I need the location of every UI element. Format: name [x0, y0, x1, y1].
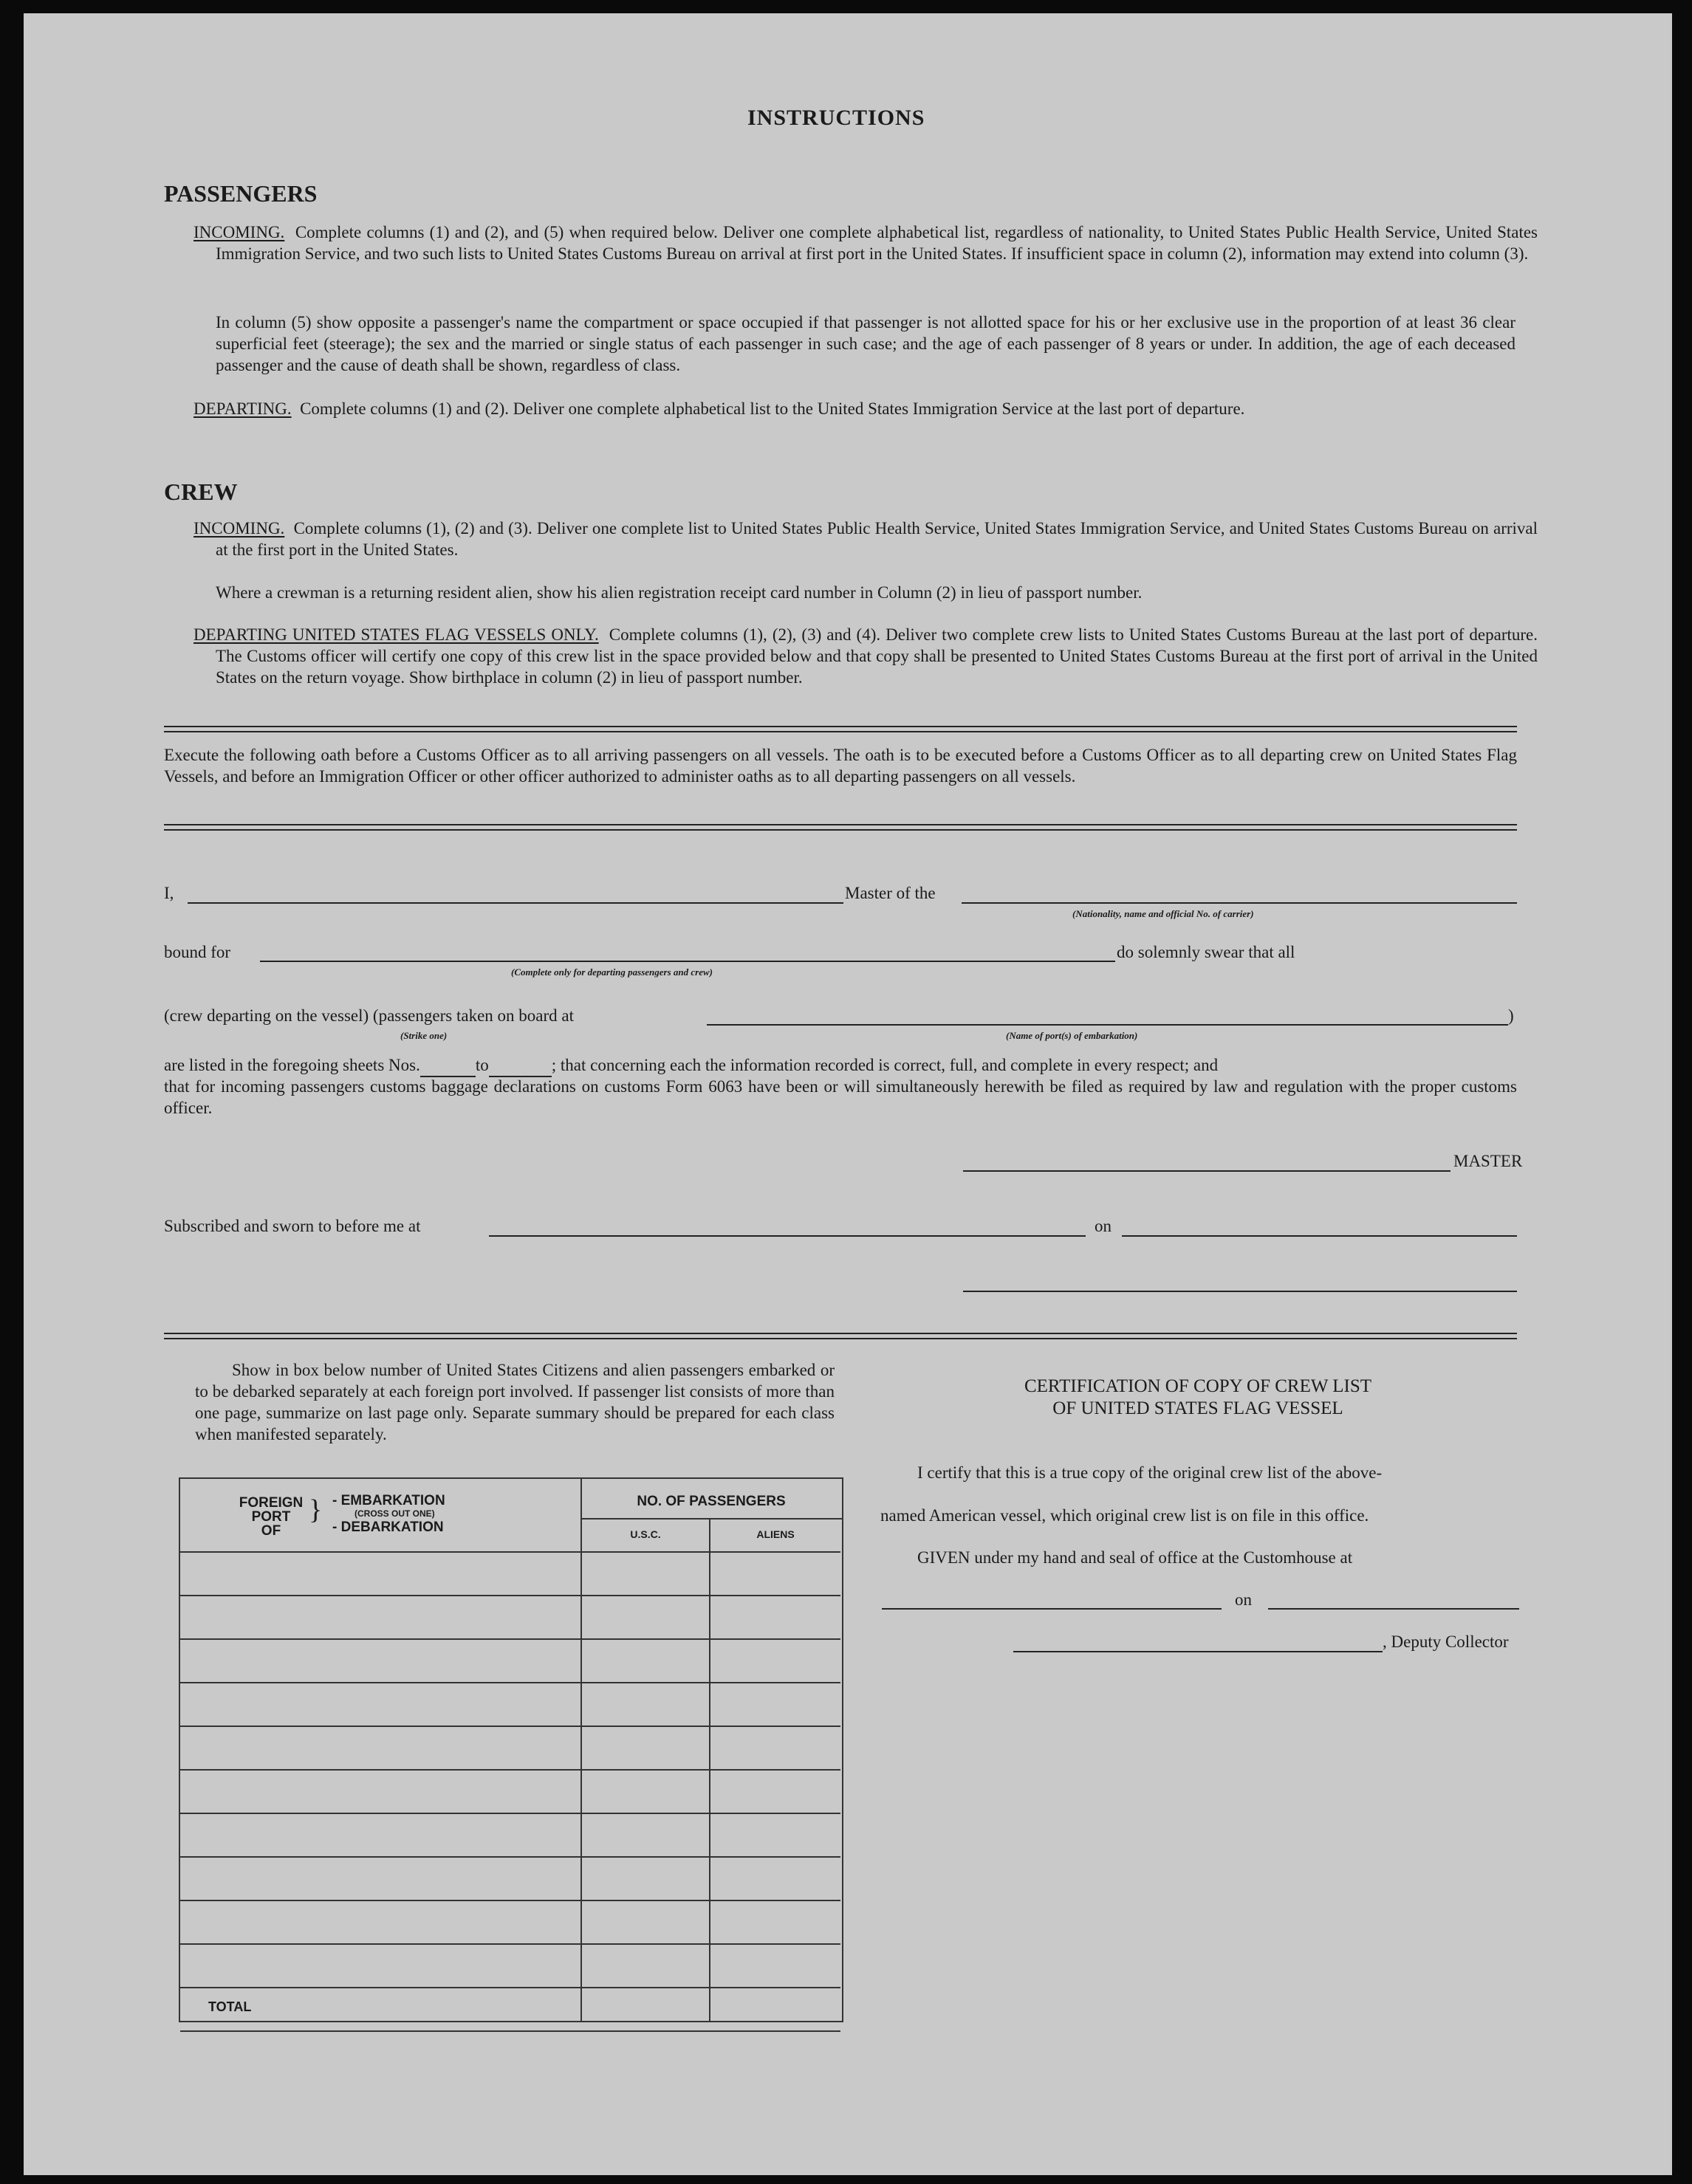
listed-a: are listed in the foregoing sheets Nos. — [164, 1056, 420, 1074]
passengers-incoming-text: Complete columns (1) and (2), and (5) when required below. Deliver one complete alphabetical list, regardless of nationality, to United States Public Health Service, United States Immigration Service, and two such lists to United States Customs Bureau on arrival at first port in the United States. If insufficient space in column (2), information may extend into column (3). — [216, 223, 1538, 263]
debarkation-label: - DEBARKATION — [332, 1519, 444, 1535]
table-row[interactable] — [180, 1638, 840, 1640]
passengers-departing-paragraph — [193, 398, 1538, 419]
oath-instruction: Execute the following oath before a Customs Officer as to all arriving passengers on all vessels. The oath is to be executed before a Customs Officer as to all departing crew on United States Flag Vessels, and before an Immigration Officer or other officer authorized to administer oaths as to all departing passengers on all vessels. — [164, 746, 1517, 786]
table-row[interactable] — [180, 1943, 840, 1945]
passengers-departing-label: DEPARTING. — [193, 399, 292, 418]
strike-caption: (Strike one) — [400, 1030, 448, 1041]
sworn-on-label: on — [1095, 1217, 1112, 1235]
divider-double — [164, 1333, 1517, 1339]
oath-i-label: I, — [164, 884, 174, 902]
brace-icon: } — [309, 1494, 323, 1525]
swear-label: do solemnly swear that all — [1117, 943, 1295, 961]
bound-for-field[interactable] — [260, 961, 1115, 962]
crew-incoming-label: INCOMING. — [193, 519, 285, 538]
master-of-label: Master of the — [845, 884, 936, 902]
crew-resident-paragraph: Where a crewman is a returning resident alien, show his alien registration receipt card number in Column (2) in lieu of passport number. — [216, 583, 1143, 602]
col-port-label: PORT — [251, 1509, 291, 1525]
sheet-from-field[interactable] — [420, 1054, 476, 1077]
table-row[interactable] — [180, 2030, 840, 2032]
passengers-incoming-paragraph — [193, 222, 1538, 264]
deputy-signature-field[interactable] — [1013, 1651, 1383, 1652]
subscribed-label: Subscribed and sworn to before me at — [164, 1217, 421, 1235]
listed-b: ; that concerning each the information recorded is correct, full, and complete in every respect; and — [551, 1056, 1219, 1074]
certification-title-1: CERTIFICATION OF COPY OF CREW LIST — [1024, 1376, 1372, 1396]
certification-title-2: OF UNITED STATES FLAG VESSEL — [1052, 1398, 1343, 1418]
cert-date-field[interactable] — [1268, 1608, 1519, 1610]
listed-line — [164, 1054, 1517, 1077]
divider-double — [164, 824, 1517, 831]
listed-rest: that for incoming passengers customs baggage declarations on customs Form 6063 have been or will simultaneously herewith be filed as required by law and regulation with the proper customs officer. — [164, 1077, 1517, 1117]
sheet-to-field[interactable] — [489, 1054, 552, 1077]
bound-caption: (Complete only for departing passengers and crew) — [511, 966, 713, 978]
crew-departing-oath: (crew departing on the vessel) (passengers taken on board at — [164, 1006, 574, 1025]
table-row[interactable] — [180, 1769, 840, 1771]
cert-on-label: on — [1235, 1590, 1252, 1609]
table-row[interactable] — [180, 1987, 840, 1988]
table-row[interactable] — [180, 1682, 840, 1683]
master-name-field[interactable] — [188, 902, 843, 904]
col-foreign-port — [238, 1496, 304, 1538]
table-row[interactable] — [180, 1856, 840, 1858]
aliens-header: ALIENS — [756, 1528, 795, 1540]
deputy-collector-label: , Deputy Collector — [1383, 1632, 1509, 1651]
port-caption: (Name of port(s) of embarkation) — [1006, 1030, 1138, 1041]
summary-instructions: Show in box below number of United States Citizens and alien passengers embarked or to be debarked separately at each foreign port involved. If passenger list consists of more than one page, summarize on last page only. Separate summary should be prepared for each class when manifested separately. — [195, 1361, 835, 1443]
embarkation-label: - EMBARKATION — [332, 1493, 445, 1508]
table-row[interactable] — [180, 1813, 840, 1814]
usc-header: U.S.C. — [630, 1528, 661, 1540]
sworn-date-field[interactable] — [1122, 1235, 1517, 1237]
table-divider — [580, 1477, 582, 2021]
cert-line-3: GIVEN under my hand and seal of office at the Customhouse at — [917, 1548, 1353, 1567]
master-label: MASTER — [1453, 1152, 1523, 1170]
col-of-label: OF — [261, 1523, 281, 1539]
passengers-departing-text: Complete columns (1) and (2). Deliver one complete alphabetical list to the United States Immigration Service at the last port of departure. — [300, 399, 1245, 418]
instructions-title: INSTRUCTIONS — [747, 106, 925, 130]
master-signature-field[interactable] — [963, 1170, 1450, 1172]
crew-heading: CREW — [164, 478, 238, 505]
close-paren: ) — [1508, 1006, 1514, 1025]
form-sheet — [24, 13, 1672, 2175]
table-divider — [580, 1518, 842, 1519]
total-label: TOTAL — [208, 1999, 252, 2014]
crew-incoming-text: Complete columns (1), (2) and (3). Deliver one complete list to United States Public Health Service, United States Immigration Service, and United States Customs Bureau on arrival at the first port in the United States. — [216, 519, 1538, 559]
crew-departing-paragraph — [193, 624, 1538, 688]
col-foreign-label: FOREIGN — [239, 1495, 304, 1511]
divider-double — [164, 726, 1517, 732]
customhouse-field[interactable] — [882, 1608, 1222, 1610]
cert-line-2: named American vessel, which original crew list is on file in this office. — [880, 1506, 1369, 1525]
carrier-caption: (Nationality, name and official No. of carrier) — [1072, 908, 1254, 919]
passengers-column5-paragraph: In column (5) show opposite a passenger's name the compartment or space occupied if that passenger is not allotted space for his or her exclusive use in the proportion of at least 36 clear superficial feet (steerage); the sex and the married or single status of each passenger in such case; and the age of each passenger of 8 years or under. In addition, the age of each deceased passenger and the cause of death shall be shown, regardless of class. — [216, 313, 1515, 374]
cert-line-1: I certify that this is a true copy of the original crew list of the above- — [917, 1463, 1383, 1482]
no-passengers-header: NO. OF PASSENGERS — [637, 1494, 786, 1509]
passengers-heading: PASSENGERS — [164, 180, 318, 207]
officer-signature-field[interactable] — [963, 1291, 1517, 1292]
crew-departing-text: Complete columns (1), (2), (3) and (4). Deliver two complete crew lists to United States Customs Bureau at the last port of departure. The Customs officer will certify one copy of this crew list in the space provided below and that copy shall be presented to United States Customs Bureau at the first port of arrival in the United States on the return voyage. Show birthplace in column (2) in lieu of passport number. — [216, 625, 1538, 687]
table-row[interactable] — [180, 1595, 840, 1596]
listed-to: to — [475, 1056, 489, 1074]
bound-for-label: bound for — [164, 943, 231, 961]
certification-title — [880, 1376, 1515, 1420]
sworn-place-field[interactable] — [489, 1235, 1086, 1237]
table-row[interactable] — [180, 1900, 840, 1901]
table-divider — [180, 1551, 840, 1553]
carrier-field[interactable] — [962, 902, 1517, 904]
cross-out-label: (CROSS OUT ONE) — [355, 1508, 435, 1519]
table-row[interactable] — [180, 1725, 840, 1727]
embarkation-port-field[interactable] — [707, 1024, 1508, 1026]
passenger-summary-table — [179, 1477, 843, 2022]
crew-incoming-paragraph — [193, 518, 1538, 560]
crew-departing-label: DEPARTING UNITED STATES FLAG VESSELS ONLY. — [193, 625, 599, 644]
passengers-incoming-label: INCOMING. — [193, 223, 285, 241]
